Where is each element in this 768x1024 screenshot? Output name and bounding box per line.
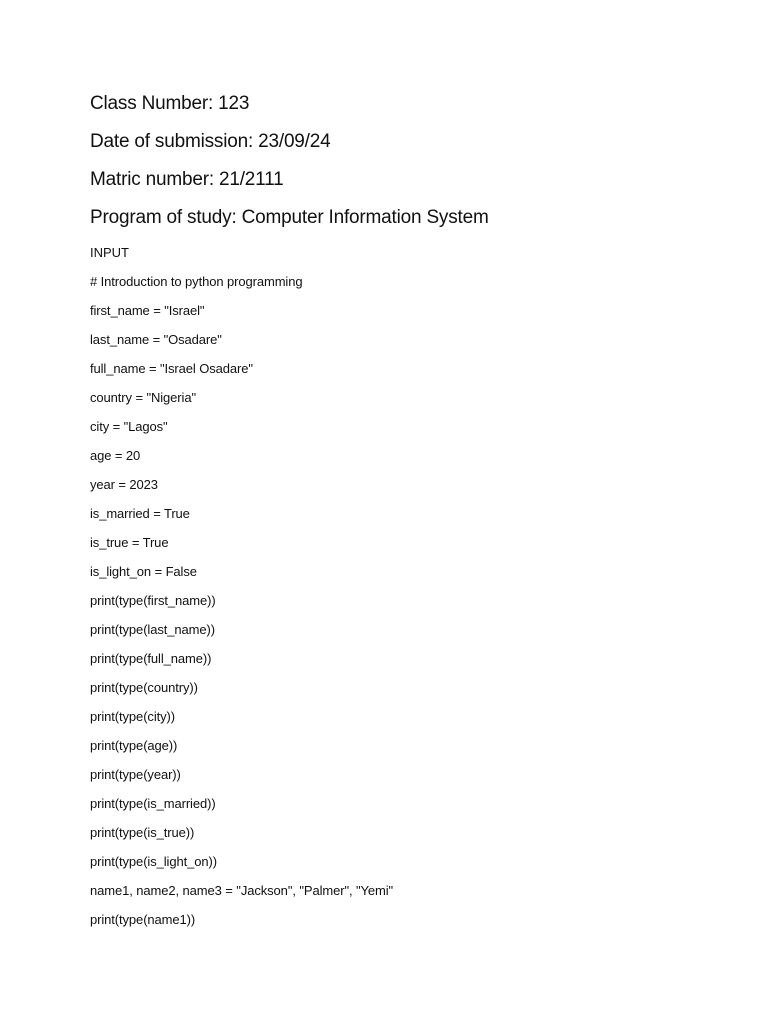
- class-number: Class Number: 123: [90, 93, 250, 114]
- code-line: print(type(age)): [90, 738, 178, 753]
- code-line: age = 20: [90, 448, 141, 463]
- date-of-submission: Date of submission: 23/09/24: [90, 131, 331, 152]
- code-line: is_light_on = False: [90, 564, 197, 579]
- code-line: print(type(full_name)): [90, 651, 212, 666]
- program-of-study: Program of study: Computer Information System: [90, 207, 489, 228]
- input-label: INPUT: [90, 245, 129, 260]
- code-line: print(type(year)): [90, 767, 181, 782]
- code-line: print(type(is_married)): [90, 796, 216, 811]
- code-line: print(type(city)): [90, 709, 175, 724]
- code-line: city = "Lagos": [90, 419, 168, 434]
- code-line: full_name = "Israel Osadare": [90, 361, 253, 376]
- code-line: print(type(country)): [90, 680, 198, 695]
- code-line: first_name = "Israel": [90, 303, 205, 318]
- code-line: print(type(first_name)): [90, 593, 216, 608]
- code-line: print(type(is_light_on)): [90, 854, 217, 869]
- code-line: country = "Nigeria": [90, 390, 196, 405]
- code-block: [90, 273, 710, 929]
- code-line: # Introduction to python programming: [90, 274, 303, 289]
- code-line: is_true = True: [90, 535, 169, 550]
- code-line: is_married = True: [90, 506, 190, 521]
- code-line: last_name = "Osadare": [90, 332, 222, 347]
- code-line: print(type(is_true)): [90, 825, 195, 840]
- code-line: year = 2023: [90, 477, 158, 492]
- code-line: name1, name2, name3 = "Jackson", "Palmer", "Yemi": [90, 883, 394, 898]
- code-line: print(type(last_name)): [90, 622, 215, 637]
- document-body: [90, 92, 710, 940]
- matric-number: Matric number: 21/2111: [90, 169, 284, 190]
- code-line: print(type(name1)): [90, 912, 196, 927]
